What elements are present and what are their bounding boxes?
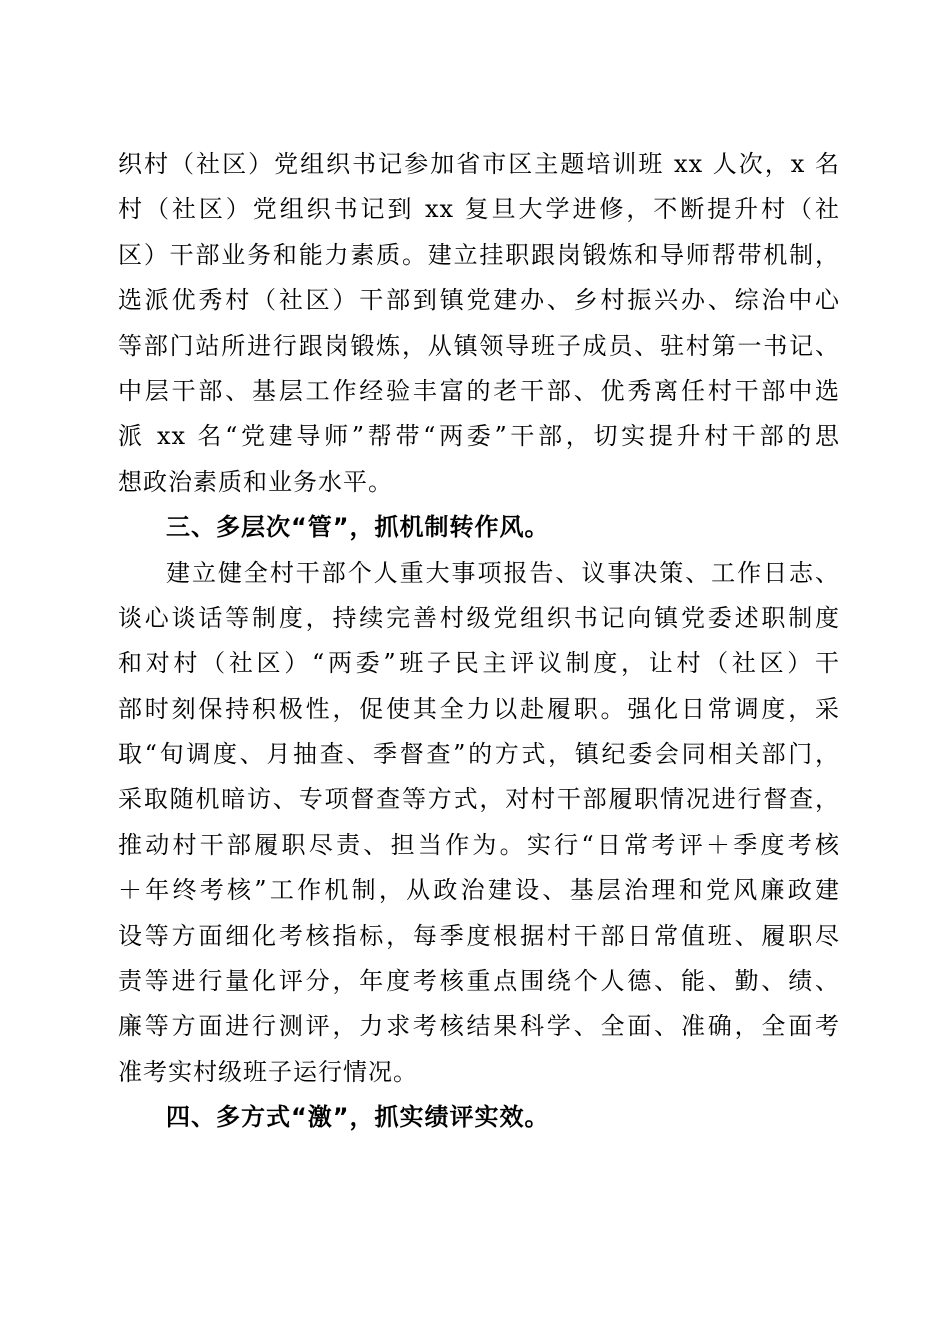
text-line: 等部门站所进行跟岗锻炼，从镇领导班子成员、驻村第一书记、 [118, 331, 840, 360]
paragraph-continuation [118, 142, 840, 505]
text-line: 部时刻保持积极性，促使其全力以赴履职。强化日常调度，采 [118, 694, 840, 723]
text-line: 谈心谈话等制度，持续完善村级党组织书记向镇党委述职制度 [118, 603, 840, 632]
text-line: 采取随机暗访、专项督查等方式，对村干部履职情况进行督查， [118, 785, 840, 814]
section-heading-4: 四、多方式“激”，抓实绩评实效。 [166, 1103, 550, 1132]
text-line: 廉等方面进行测评，力求考核结果科学、全面、准确，全面考 [118, 1012, 840, 1041]
text-line: 中层干部、基层工作经验丰富的老干部、优秀离任村干部中选 [118, 376, 840, 405]
text-line: 想政治素质和业务水平。 [118, 467, 393, 496]
text-line: 选派优秀村（社区）干部到镇党建办、乡村振兴办、综治中心 [118, 286, 840, 315]
text-line: 取“旬调度、月抽查、季督查”的方式，镇纪委会同相关部门， [118, 740, 840, 769]
text-line: 和对村（社区）“两委”班子民主评议制度，让村（社区）干 [118, 649, 840, 678]
text-line: 准考实村级班子运行情况。 [118, 1057, 418, 1086]
paragraph-section-3 [118, 551, 840, 1096]
text-line: 建立健全村干部个人重大事项报告、议事决策、工作日志、 [166, 558, 840, 587]
text-line: 织村（社区）党组织书记参加省市区主题培训班 xx 人次，x 名 [118, 150, 840, 178]
text-line: 责等进行量化评分，年度考核重点围绕个人德、能、勤、绩、 [118, 967, 840, 996]
document-body [118, 142, 840, 1141]
section-heading-3: 三、多层次“管”，抓机制转作风。 [166, 513, 550, 542]
text-line: 设等方面细化考核指标，每季度根据村干部日常值班、履职尽 [118, 921, 840, 950]
text-line: 区）干部业务和能力素质。建立挂职跟岗锻炼和导师帮带机制， [118, 240, 840, 269]
text-line: 村（社区）党组织书记到 xx 复旦大学进修，不断提升村（社 [118, 195, 840, 224]
text-line: ＋年终考核”工作机制，从政治建设、基层治理和党风廉政建 [118, 876, 840, 905]
text-line: 派 xx 名“党建导师”帮带“两委”干部，切实提升村干部的思 [118, 422, 840, 451]
text-line: 推动村干部履职尽责、担当作为。实行“日常考评＋季度考核 [118, 830, 840, 859]
